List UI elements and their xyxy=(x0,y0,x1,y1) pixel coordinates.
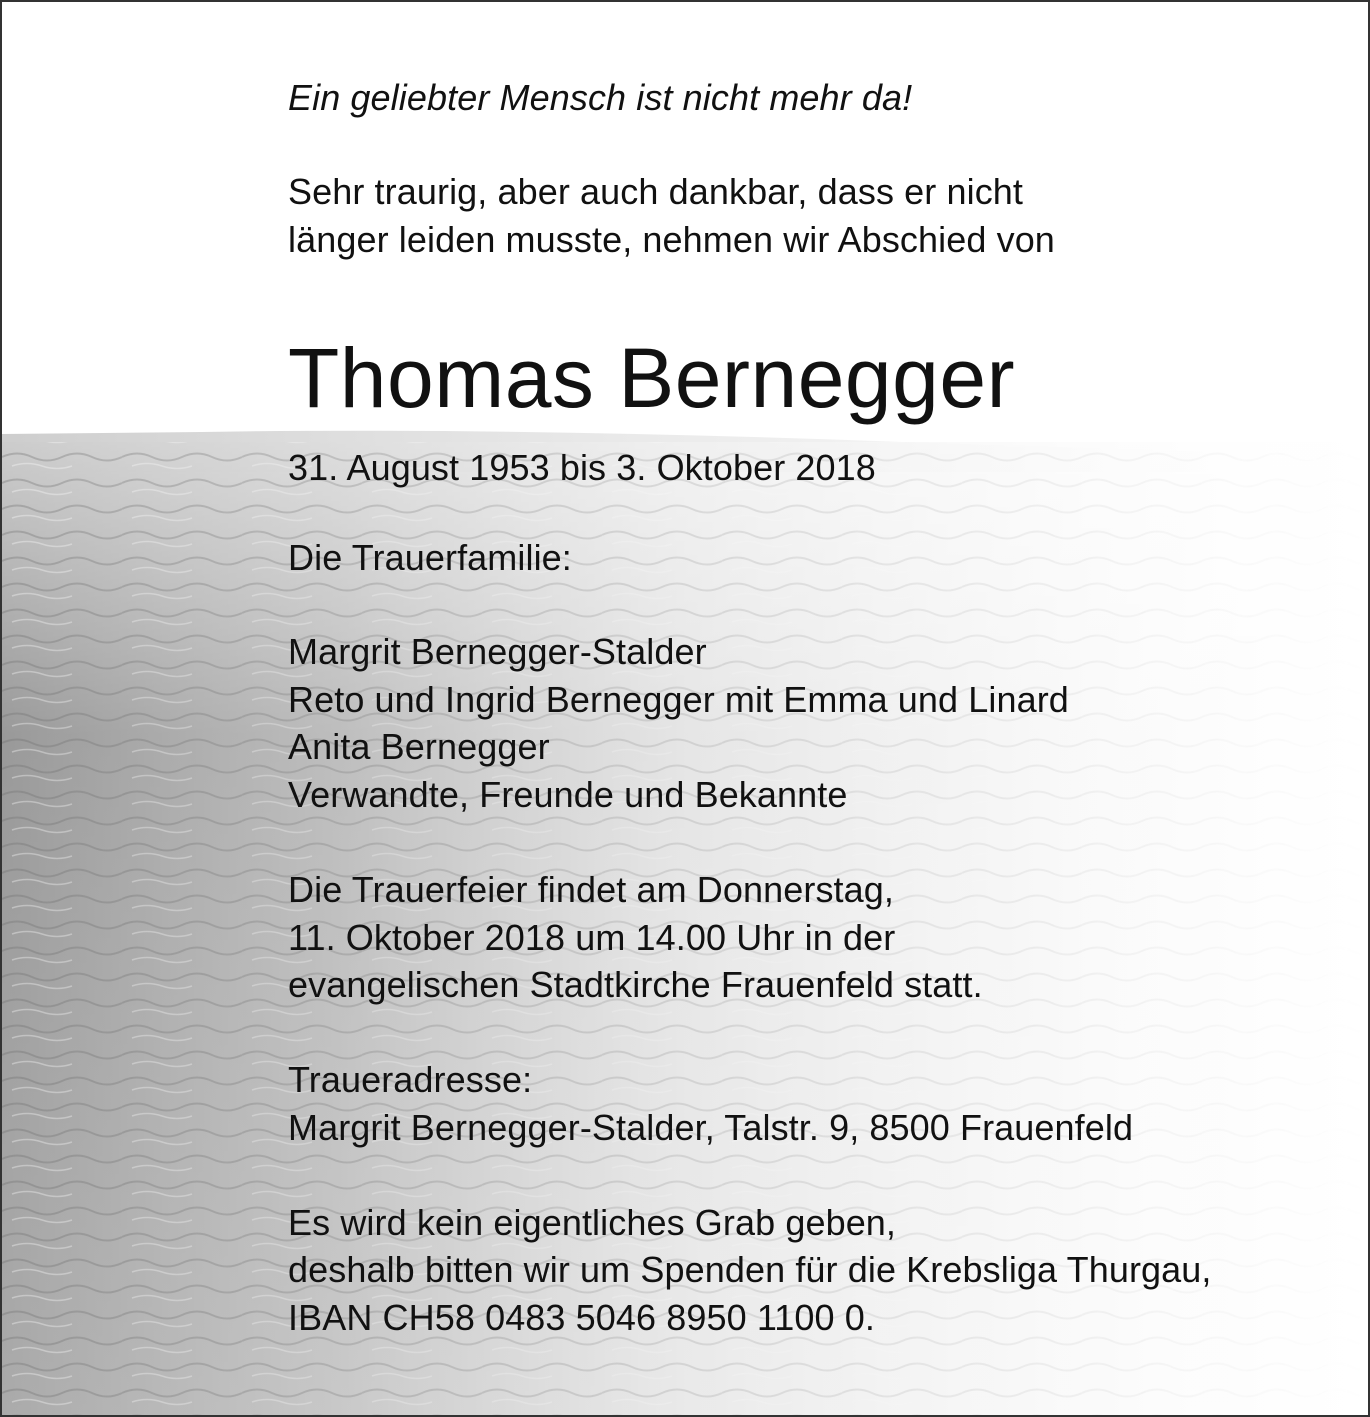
life-dates: 31. August 1953 bis 3. Oktober 2018 xyxy=(288,447,876,488)
family-member: Margrit Bernegger-Stalder xyxy=(288,631,707,672)
donation-line-2: deshalb bitten wir um Spenden für die Krebsliga Thurgau, xyxy=(288,1249,1212,1290)
message-line-2: länger leiden musste, nehmen wir Abschied von xyxy=(288,219,1055,260)
donation-line-1: Es wird kein eigentliches Grab geben, xyxy=(288,1202,897,1243)
family-member: Reto und Ingrid Bernegger mit Emma und Linard xyxy=(288,679,1069,720)
family-heading: Die Trauerfamilie: xyxy=(288,537,572,578)
mourning-address: Margrit Bernegger-Stalder, Talstr. 9, 8500 Frauenfeld xyxy=(288,1107,1134,1148)
deceased-name: Thomas Bernegger xyxy=(288,331,1016,425)
address-heading: Traueradresse: xyxy=(288,1059,533,1100)
donation-iban: IBAN CH58 0483 5046 8950 1100 0. xyxy=(288,1297,875,1338)
ceremony-line-3: evangelischen Stadtkirche Frauenfeld statt. xyxy=(288,964,983,1005)
family-member: Verwandte, Freunde und Bekannte xyxy=(288,774,848,815)
ceremony-line-1: Die Trauerfeier findet am Donnerstag, xyxy=(288,869,894,910)
intro-line: Ein geliebter Mensch ist nicht mehr da! xyxy=(288,77,913,118)
ceremony-line-2: 11. Oktober 2018 um 14.00 Uhr in der xyxy=(288,917,896,958)
message-line-1: Sehr traurig, aber auch dankbar, dass er nicht xyxy=(288,171,1024,212)
family-member: Anita Bernegger xyxy=(288,726,550,767)
